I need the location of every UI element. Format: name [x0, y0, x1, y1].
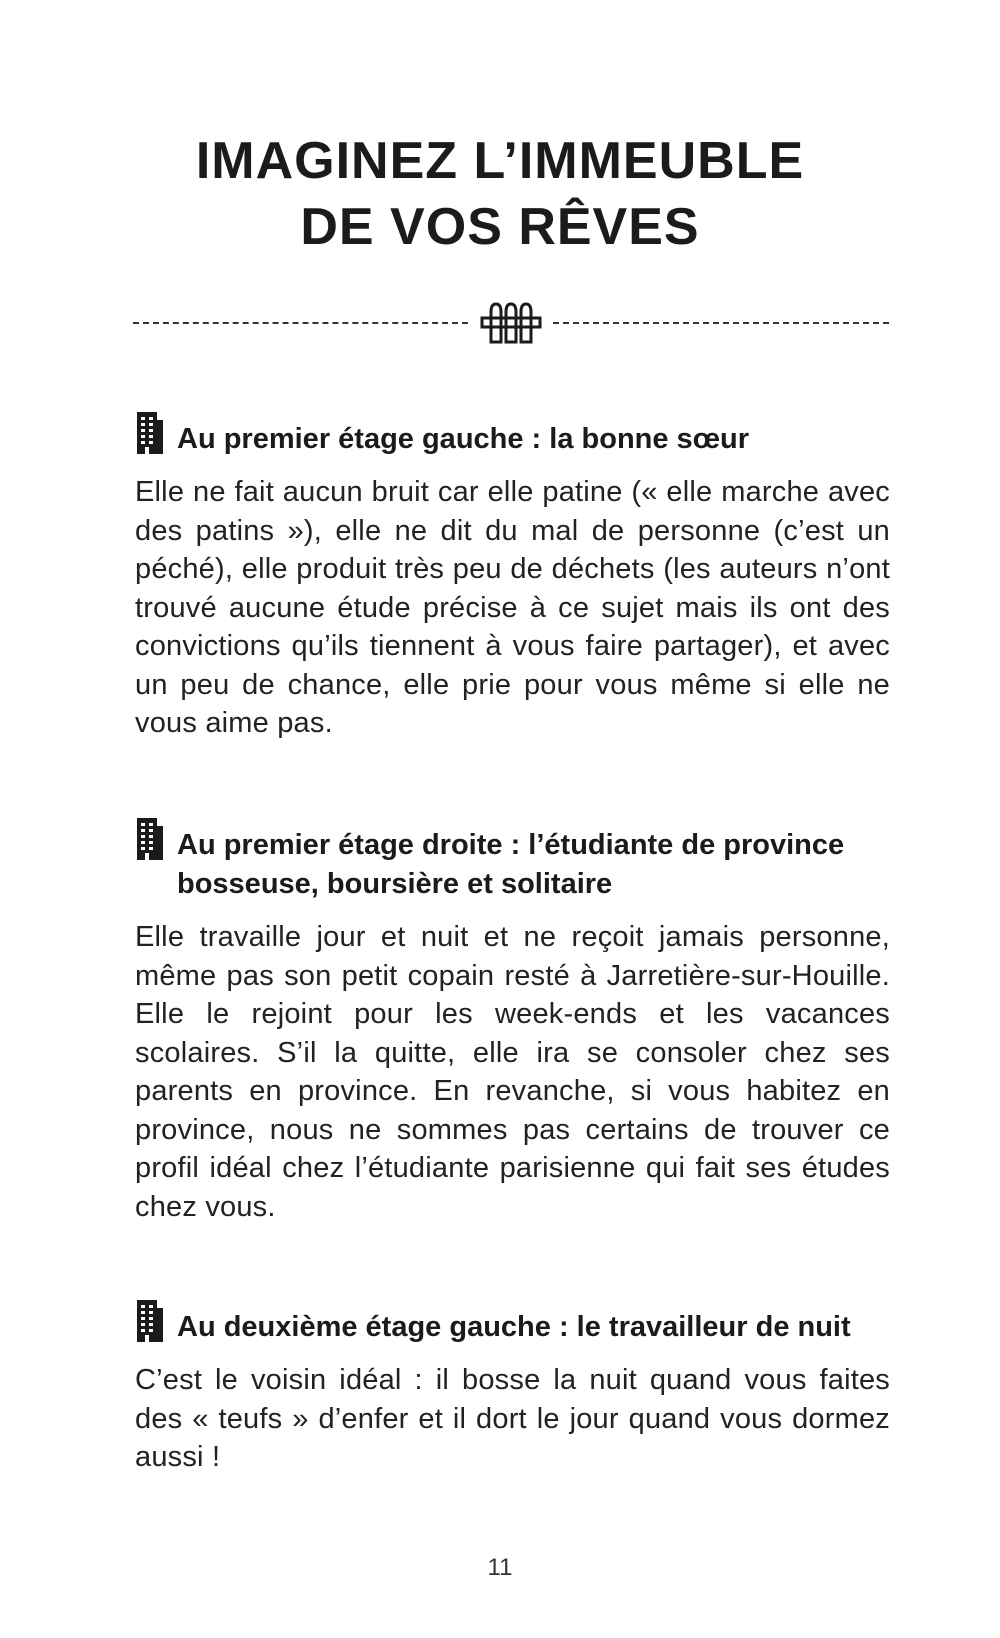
building-icon [135, 408, 165, 456]
building-icon [135, 814, 165, 862]
page-title [0, 128, 1000, 260]
page-number: 11 [487, 1554, 513, 1581]
section-body: C’est le voisin idéal : il bosse la nuit quand vous faites des « teufs » d’enfer et il dort le jour quand vous dormez aussi ! [135, 1364, 890, 1473]
building-icon [135, 1296, 165, 1344]
section-first-floor-right [135, 826, 890, 1226]
divider-dashes-left [133, 322, 468, 324]
fence-icon [479, 298, 543, 348]
section-body: Elle travaille jour et nuit et ne reçoit jamais personne, même pas son petit copain resté à Jarretière-sur-Houille. Elle le rejoint pour les week-ends et les vacances scolaires. S’il la quitte, elle ira se consoler chez ses parents en province. En revanche, si vous habitez en province, nous ne sommes pas certains de trouver ce profil idéal chez l’étudiante parisienne qui fait ses études chez vous. [135, 921, 890, 1223]
section-body: Elle ne fait aucun bruit car elle patine (« elle marche avec des patins »), elle ne dit du mal de personne (c’est un péché), elle produit très peu de déchets (les auteurs n’ont trouvé aucune étude précise à ce sujet mais ils ont des convictions qu’ils tiennent à vous faire partager), et avec un peu de chance, elle prie pour vous même si elle ne vous aime pas. [135, 476, 890, 739]
section-heading-text: Au premier étage droite : l’étudiante de province bosseuse, boursière et solitaire [177, 829, 845, 900]
section-heading-text: Au deuxième étage gauche : le travailleur de nuit [177, 1311, 851, 1343]
section-heading-text: Au premier étage gauche : la bonne sœur [177, 423, 750, 455]
section-first-floor-left [135, 420, 890, 743]
section-second-floor-left [135, 1308, 890, 1477]
section-heading [135, 826, 890, 904]
section-divider [133, 298, 889, 348]
section-heading [135, 1308, 890, 1347]
title-line-2: DE VOS RÊVES [300, 198, 700, 256]
section-heading [135, 420, 890, 459]
divider-dashes-right [553, 322, 889, 324]
title-line-1: IMAGINEZ L’IMMEUBLE [195, 132, 805, 190]
